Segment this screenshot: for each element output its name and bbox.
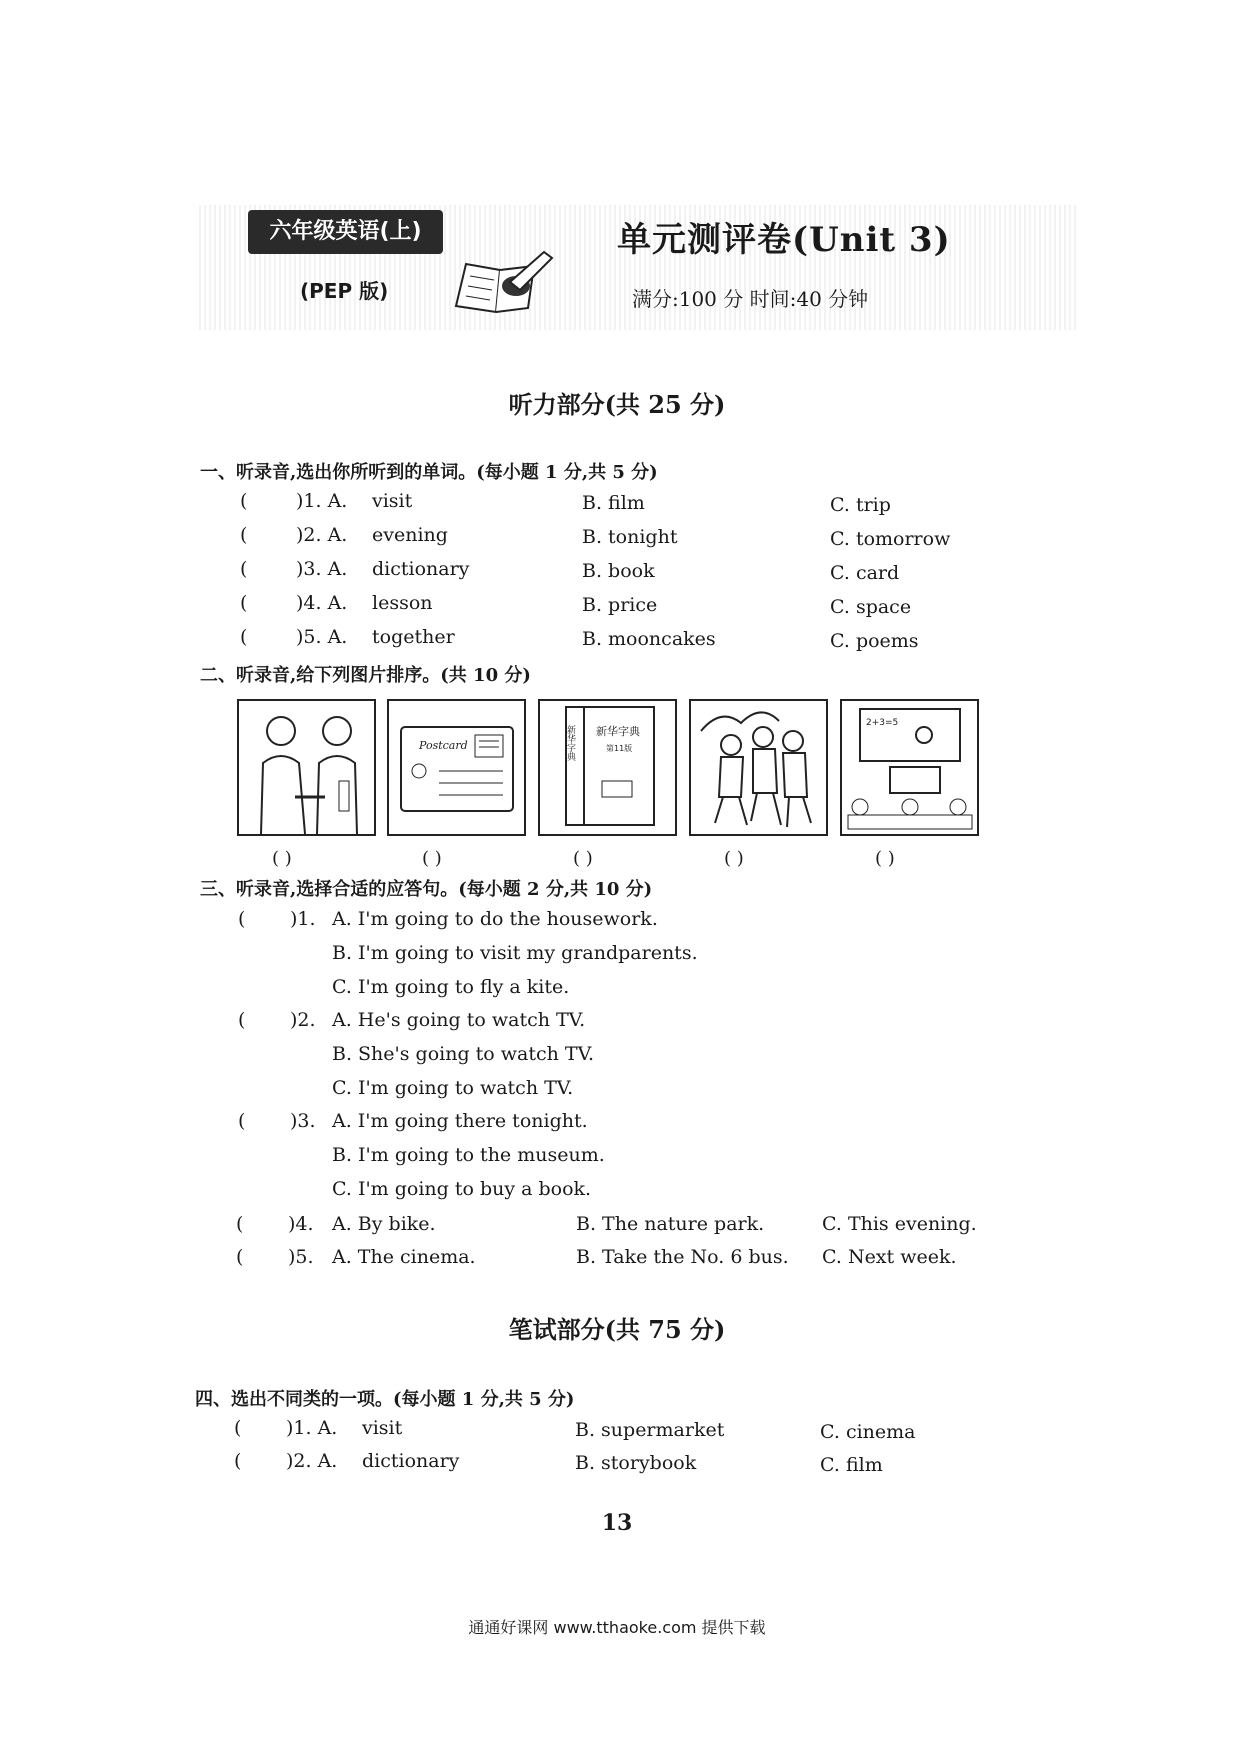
option-b: B. I'm going to visit my grandparents. (332, 942, 698, 964)
answer-blank[interactable]: ( (234, 1417, 242, 1439)
answer-blank[interactable]: ( (234, 1450, 242, 1472)
question-number: )1. A. (286, 1417, 338, 1439)
option-c: C. I'm going to buy a book. (332, 1178, 592, 1200)
listening-heading: 听力部分(共 25 分) (508, 390, 726, 419)
blackboard-text: 2+3=5 (866, 718, 899, 728)
footer-text: 通通好课网 www.tthaoke.com 提供下载 (468, 1618, 766, 1637)
option-c: C. I'm going to watch TV. (332, 1077, 574, 1099)
option-c: C. card (830, 562, 900, 584)
unit-title: 单元测评卷(Unit 3) (617, 220, 951, 260)
question-number: )4. A. (296, 592, 348, 614)
question-number: )2. A. (296, 524, 348, 546)
option-a: together (372, 626, 455, 648)
answer-blank[interactable]: ( (238, 1110, 246, 1132)
book-spine-text: 新华字典 (565, 725, 575, 761)
option-b: B. supermarket (575, 1419, 725, 1441)
grade-badge: 六年级英语(上) (248, 210, 443, 254)
option-c: C. poems (830, 630, 919, 652)
q4-title: 四、选出不同类的一项。(每小题 1 分,共 5 分) (195, 1389, 575, 1410)
postcard-picture (387, 699, 526, 836)
handshake-picture (237, 699, 376, 836)
option-b: B. mooncakes (582, 628, 716, 650)
writing-heading: 笔试部分(共 75 分) (508, 1315, 726, 1344)
postcard-text: Postcard (419, 739, 468, 752)
question-number: )1. A. (296, 490, 348, 512)
book-cover-text: 新华字典 (596, 725, 640, 738)
option-a: dictionary (372, 558, 470, 580)
answer-blank[interactable]: ( (236, 1213, 244, 1235)
option-a: A. I'm going there tonight. (332, 1110, 588, 1132)
question-number: )2. A. (286, 1450, 338, 1472)
option-c: C. Next week. (822, 1246, 957, 1268)
question-number: )4. (288, 1213, 314, 1235)
option-b: B. tonight (582, 526, 678, 548)
option-b: B. The nature park. (576, 1213, 765, 1235)
answer-blank[interactable]: ( (238, 1009, 246, 1031)
question-number: )3. A. (296, 558, 348, 580)
option-b: B. film (582, 492, 645, 514)
option-a: A. By bike. (332, 1213, 436, 1235)
option-b: B. She's going to watch TV. (332, 1043, 595, 1065)
option-c: C. tomorrow (830, 528, 951, 550)
answer-blank[interactable]: ( (240, 592, 248, 614)
q1-title: 一、听录音,选出你所听到的单词。(每小题 1 分,共 5 分) (200, 462, 658, 483)
page-number: 13 (601, 1510, 633, 1536)
option-c: C. space (830, 596, 912, 618)
edition-label: (PEP 版) (300, 279, 389, 303)
question-number: )2. (290, 1009, 316, 1031)
answer-blank[interactable]: ( (238, 908, 246, 930)
q2-title: 二、听录音,给下列图片排序。(共 10 分) (200, 665, 531, 686)
option-a: lesson (372, 592, 433, 614)
option-a: A. The cinema. (332, 1246, 476, 1268)
question-number: )5. A. (296, 626, 348, 648)
option-a: dictionary (362, 1450, 460, 1472)
picture-5-blank[interactable]: ( ) (875, 848, 895, 869)
option-b: B. book (582, 560, 655, 582)
option-a: A. I'm going to do the housework. (332, 908, 658, 930)
picture-4-blank[interactable]: ( ) (724, 848, 744, 869)
option-b: B. I'm going to the museum. (332, 1144, 605, 1166)
q3-title: 三、听录音,选择合适的应答句。(每小题 2 分,共 10 分) (200, 879, 653, 900)
answer-blank[interactable]: ( (240, 558, 248, 580)
option-c: C. trip (830, 494, 891, 516)
option-a: visit (372, 490, 413, 512)
picture-2-blank[interactable]: ( ) (422, 848, 442, 869)
answer-blank[interactable]: ( (240, 626, 248, 648)
option-b: B. storybook (575, 1452, 697, 1474)
option-c: C. This evening. (822, 1213, 977, 1235)
answer-blank[interactable]: ( (240, 490, 248, 512)
dictionary-book-picture (538, 699, 677, 836)
option-c: C. film (820, 1454, 883, 1476)
answer-blank[interactable]: ( (236, 1246, 244, 1268)
answer-blank[interactable]: ( (240, 524, 248, 546)
classroom-picture (840, 699, 979, 836)
option-a: A. He's going to watch TV. (332, 1009, 586, 1031)
question-number: )5. (288, 1246, 314, 1268)
option-b: B. price (582, 594, 658, 616)
option-c: C. cinema (820, 1421, 916, 1443)
question-number: )3. (290, 1110, 316, 1132)
score-info: 满分:100 分 时间:40 分钟 (632, 287, 869, 311)
picture-1-blank[interactable]: ( ) (272, 848, 292, 869)
question-number: )1. (290, 908, 316, 930)
option-b: B. Take the No. 6 bus. (576, 1246, 789, 1268)
option-a: visit (362, 1417, 403, 1439)
option-c: C. I'm going to fly a kite. (332, 976, 570, 998)
picture-3-blank[interactable]: ( ) (573, 848, 593, 869)
book-pen-icon (448, 246, 558, 318)
children-walking-picture (689, 699, 828, 836)
book-edition-text: 第11版 (606, 744, 633, 753)
option-a: evening (372, 524, 448, 546)
